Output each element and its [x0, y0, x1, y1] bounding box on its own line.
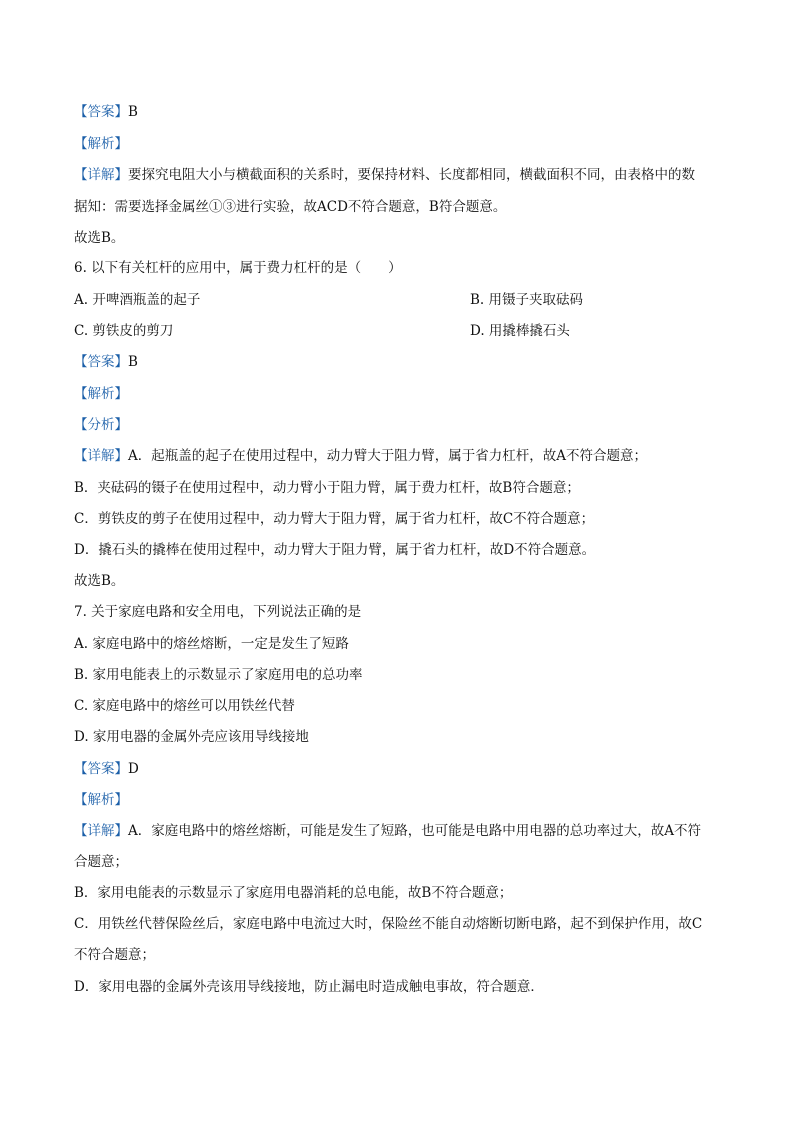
answer-tag: 【答案】 [74, 761, 128, 777]
q6-option-d: D. 用撬棒撬石头 [470, 323, 570, 339]
q7-option-c: C. 家庭电路中的熔丝可以用铁丝代替 [74, 698, 295, 714]
q7-detail-a-line-2: 合题意； [74, 854, 128, 870]
q7-analysis-heading [74, 790, 724, 810]
q6-option-a: A. 开啤酒瓶盖的起子 [74, 292, 201, 308]
q6-fenxi-heading [74, 415, 724, 435]
detail-tag: 【详解】 [74, 823, 128, 839]
analysis-tag: 【解析】 [74, 792, 128, 808]
q6-analysis-heading [74, 384, 724, 404]
q7-detail-b: B．家用电能表的示数显示了家庭用电器消耗的总电能，故B不符合题意； [74, 885, 513, 901]
q7-option-d: D. 家用电器的金属外壳应该用导线接地 [74, 729, 309, 745]
q7-detail-c-line-1: C．用铁丝代替保险丝后，家庭电路中电流过大时，保险丝不能自动熔断切断电路，起不到保护作用，故C [74, 916, 703, 932]
q6-detail-b: B．夹砝码的镊子在使用过程中，动力臂小于阻力臂，属于费力杠杆，故B符合题意； [74, 480, 580, 496]
detail-tag: 【详解】 [74, 448, 128, 464]
detail-text: 要探究电阻大小与横截面积的关系时，要保持材料、长度都相同，横截面积不同，由表格中的数 [128, 167, 695, 183]
q6-answer [74, 352, 724, 372]
q6-options-row-1 [74, 290, 724, 310]
q5-detail-line-2: 据知：需要选择金属丝①③进行实验，故ACD不符合题意，B符合题意。 [74, 199, 507, 215]
q5-conclusion: 故选B。 [74, 230, 125, 246]
q6-option-b: B. 用镊子夹取砝码 [470, 292, 584, 308]
answer-value: D [128, 761, 139, 777]
fenxi-tag: 【分析】 [74, 417, 128, 433]
analysis-tag: 【解析】 [74, 386, 128, 402]
q6-detail-a [74, 446, 724, 466]
q6-option-c: C. 剪铁皮的剪刀 [74, 323, 174, 339]
q6-stem: 6. 以下有关杠杆的应用中，属于费力杠杆的是（ ） [74, 260, 402, 276]
analysis-tag: 【解析】 [74, 136, 128, 152]
answer-tag: 【答案】 [74, 104, 128, 120]
q6-detail-c: C．剪铁皮的剪子在使用过程中，动力臂大于阻力臂，属于省力杠杆，故C不符合题意； [74, 511, 595, 527]
q7-option-b: B. 家用电能表上的示数显示了家庭用电的总功率 [74, 667, 363, 683]
q5-answer [74, 102, 724, 122]
q7-detail-c-line-2: 不符合题意； [74, 947, 155, 963]
q5-analysis-heading [74, 134, 724, 154]
answer-tag: 【答案】 [74, 354, 128, 370]
q7-answer [74, 759, 724, 779]
detail-text: A．起瓶盖的起子在使用过程中，动力臂大于阻力臂，属于省力杠杆，故A不符合题意； [128, 448, 647, 464]
answer-value: B [128, 354, 138, 370]
detail-tag: 【详解】 [74, 167, 128, 183]
q5-detail-line-1 [74, 165, 724, 185]
q7-detail-a-line-1 [74, 821, 724, 841]
q6-conclusion: 故选B。 [74, 573, 125, 589]
answer-value: B [128, 104, 138, 120]
q6-detail-d: D．撬石头的撬棒在使用过程中，动力臂大于阻力臂，属于省力杠杆，故D不符合题意。 [74, 542, 596, 558]
detail-text: A．家庭电路中的熔丝熔断，可能是发生了短路，也可能是电路中用电器的总功率过大，故A不符 [128, 823, 701, 839]
q7-stem: 7. 关于家庭电路和安全用电，下列说法正确的是 [74, 604, 362, 620]
q7-detail-d: D．家用电器的金属外壳该用导线接地，防止漏电时造成触电事故，符合题意． [74, 979, 544, 995]
q6-options-row-2 [74, 321, 724, 341]
q7-option-a: A. 家庭电路中的熔丝熔断，一定是发生了短路 [74, 636, 349, 652]
